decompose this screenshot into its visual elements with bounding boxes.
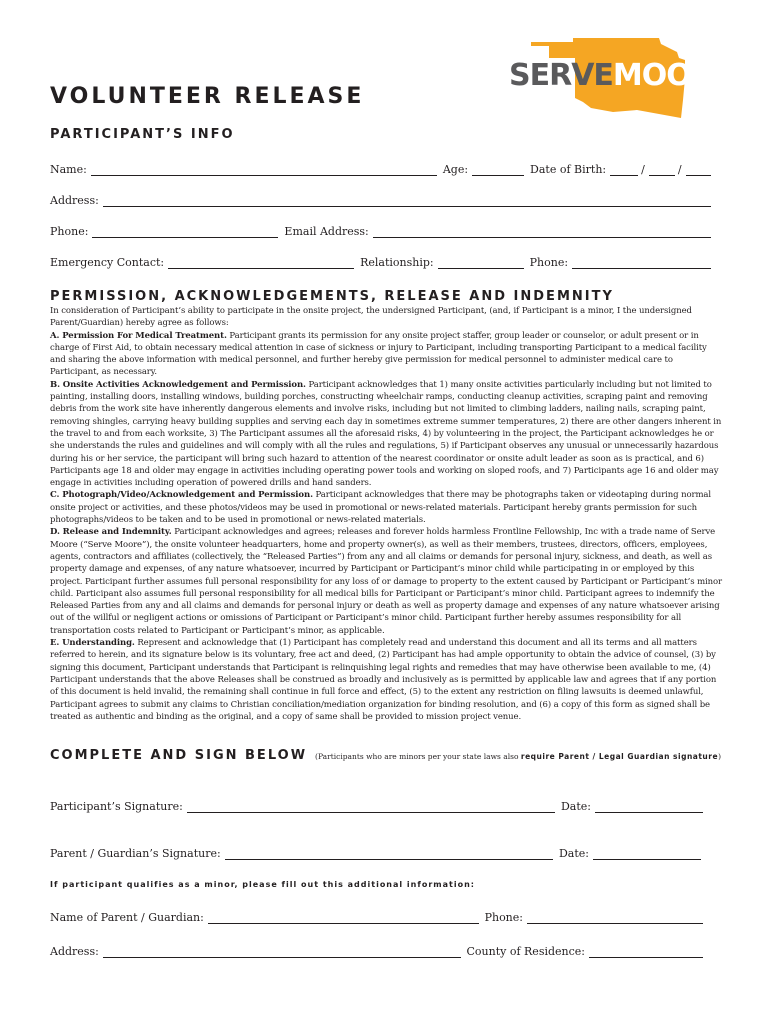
emergency-phone-label: Phone: bbox=[529, 256, 569, 269]
emergency-row bbox=[50, 249, 711, 269]
note-bold: require Parent / Legal Guardian signature bbox=[520, 752, 719, 761]
legal-section-c bbox=[50, 489, 722, 526]
legal-d-body: Participant acknowledges and agrees; releases and forever holds harmless Frontline Fellowship, Inc with a trade name of Serve Moore (“Serve Moore”), the onsite volunteer headquarters, home and property owner(s), as well as their members, trustees, directors, officers, employees, agents, contractors and affiliates (collectively, the “Released Parties”) from any and all claims or demands for personal injury, sickness, and death, as well as property damage and expenses, of any nature whatsoever, incurred by Participant or Participant’s minor child while participating in or employed by this project. Participant further assumes full personal responsibility for any loss of or damage to property to the extent caused by Participant or Participant’s minor child. Participant also assumes full personal responsibility for all medical bills for Participant or Participant’s minor child. Participant agrees to indemnify the Released Parties from any and all claims and demands for personal injury or death as well as property damage and expenses of any nature whatsoever arising out of the willful or negligent actions or omissions of Participant or Participant’s minor child. Participant further hereby assumes responsibility for all transportation costs related to Participant or Participant’s minor, as applicable. bbox=[50, 527, 723, 636]
guardian-signature-field[interactable] bbox=[225, 848, 553, 860]
age-label: Age: bbox=[442, 163, 469, 176]
complete-sign-note bbox=[315, 752, 721, 761]
minor-address-row bbox=[50, 938, 703, 958]
page-title: VOLUNTEER RELEASE bbox=[50, 84, 365, 109]
dob-year-field[interactable] bbox=[686, 164, 711, 176]
minor-address-field[interactable] bbox=[103, 946, 461, 958]
legal-section-d bbox=[50, 526, 722, 637]
legal-c-heading: C. Photograph/Video/Acknowledgement and Permission. bbox=[50, 490, 313, 501]
dob-day-field[interactable] bbox=[649, 164, 675, 176]
date1-label: Date: bbox=[560, 800, 591, 813]
name-field[interactable] bbox=[91, 164, 437, 176]
address-field[interactable] bbox=[103, 195, 711, 207]
date2-field[interactable] bbox=[593, 848, 701, 860]
dob-label: Date of Birth: bbox=[530, 163, 607, 176]
emergency-contact-label: Emergency Contact: bbox=[50, 256, 165, 269]
logo-text bbox=[509, 58, 733, 93]
phone-email-row bbox=[50, 218, 711, 238]
serve-moore-logo bbox=[509, 38, 733, 120]
dob-month-field[interactable] bbox=[610, 164, 638, 176]
participant-info-heading: PARTICIPANT’S INFO bbox=[50, 127, 235, 142]
name-label: Name: bbox=[50, 163, 87, 176]
legal-section-b bbox=[50, 379, 722, 490]
parent-name-row bbox=[50, 904, 703, 924]
date2-label: Date: bbox=[558, 847, 589, 860]
phone-field[interactable] bbox=[92, 226, 278, 238]
name-row bbox=[50, 156, 711, 176]
minor-address-label: Address: bbox=[50, 945, 99, 958]
legal-a-heading: A. Permission For Medical Treatment. bbox=[50, 330, 227, 341]
relationship-field[interactable] bbox=[438, 257, 524, 269]
date1-field[interactable] bbox=[595, 801, 703, 813]
parent-phone-field[interactable] bbox=[527, 912, 703, 924]
legal-d-heading: D. Release and Indemnity. bbox=[50, 527, 172, 538]
dob-sep-2: / bbox=[677, 163, 682, 176]
age-field[interactable] bbox=[472, 164, 524, 176]
note-pre: (Participants who are minors per your state laws also bbox=[315, 752, 521, 761]
relationship-label: Relationship: bbox=[360, 256, 434, 269]
legal-section-e bbox=[50, 637, 722, 723]
parent-name-label: Name of Parent / Guardian: bbox=[50, 911, 204, 924]
county-label: County of Residence: bbox=[466, 945, 585, 958]
note-post: ) bbox=[718, 752, 721, 761]
legal-e-heading: E. Understanding. bbox=[50, 638, 135, 649]
address-row bbox=[50, 187, 711, 207]
legal-a-body: Participant grants its permission for any onsite project staffer, group leader or counselor, or adult present or in charge of First Aid, to obtain necessary medical attention in case of sickness or injury to Participant, including transporting Participant to a medical facility and sharing the above information with medical personnel, and further hereby give permission for medical personnel to administer medical care to Participant, as necessary. bbox=[50, 330, 707, 378]
logo-serve: SERVE bbox=[509, 58, 613, 93]
permission-heading: PERMISSION, ACKNOWLEDGEMENTS, RELEASE AND INDEMNITY bbox=[50, 289, 614, 304]
parent-phone-label: Phone: bbox=[484, 911, 523, 924]
legal-b-body: Participant acknowledges that 1) many onsite activities particularly including but not limited to painting, installing doors, installing windows, building porches, constructing wheelchair ramps, conducting cleanup activities, scraping paint and removing debris from the work site have inherently dangerous elements and involve risks, including but not limited to climbing ladders, nailing nails, scraping paint, removing shingles, carrying heavy building supplies and serving each day in sometimes extreme summer temperatures, 2) there are other dangers inherent in the travel to and from each worksite, 3) The Participant assumes all the aforesaid risks, 4) by volunteering in the project, the Participant acknowledges he or she understands the rules and guidelines and will comply with all the rules and regulations, 5) if Participant observes any unusual or unnecessarily hazardous during his or her service, the participant will bring such hazard to attention of the nearest coordinator or onsite adult leader as soon as is practical, and 6) Participants age 18 and older may engage in activities including operating power tools and working on sloped roofs, and 7) Participants age 16 and older may engage in activities including operation of powered drills and hand sanders. bbox=[50, 379, 722, 489]
legal-text bbox=[50, 305, 722, 723]
phone-label: Phone: bbox=[50, 225, 89, 238]
dob-sep-1: / bbox=[641, 163, 645, 176]
legal-section-a bbox=[50, 330, 722, 379]
legal-intro: In consideration of Participant’s ability to participate in the onsite project, the undersigned Participant, (and, if Participant is a minor, I the undersigned Parent/Guardian) hereby agree as follows: bbox=[50, 306, 692, 329]
participant-signature-label: Participant’s Signature: bbox=[50, 800, 183, 813]
emergency-contact-field[interactable] bbox=[168, 257, 354, 269]
legal-c-body: Participant acknowledges that there may be photographs taken or videotaping during normal onsite project or activities, and these photos/videos may be used in promotional or news-related materials. Participant hereby grants permission for such photographs/videos to be taken and to be used in promotional or news-related materials. bbox=[50, 490, 712, 526]
participant-signature-field[interactable] bbox=[187, 801, 555, 813]
guardian-signature-row bbox=[50, 840, 701, 860]
logo-moore: MOORE bbox=[612, 58, 733, 93]
participant-signature-row bbox=[50, 793, 703, 813]
complete-sign-header bbox=[50, 748, 722, 763]
county-field[interactable] bbox=[589, 946, 703, 958]
address-label: Address: bbox=[50, 194, 99, 207]
emergency-phone-field[interactable] bbox=[572, 257, 711, 269]
parent-name-field[interactable] bbox=[208, 912, 479, 924]
email-field[interactable] bbox=[373, 226, 711, 238]
minor-note: If participant qualifies as a minor, please fill out this additional information: bbox=[50, 880, 475, 889]
legal-e-body: Represent and acknowledge that (1) Participant has completely read and understand this document and all its terms and all matters referred to herein, and its signature below is its voluntary, free act and deed, (2) Participant has had ample opportunity to obtain the advice of counsel, (3) by signing this document, Participant understands that Participant is relinquishing legal rights and remedies that may have otherwise been available to me, (4) Participant understands that the above Releases shall be construed as broadly and inclusively as is permitted by applicable law and agrees that if any portion of this document is held invalid, the remaining shall continue in full force and effect, (5) to the extent any restriction on filing lawsuits is deemed unlawful, Participant agrees to submit any claims to Christian conciliation/mediation organization for binding resolution, and (6) a copy of this form as signed shall be treated as authentic and binding as the original, and a copy of same shall be provided to mission project venue. bbox=[50, 638, 717, 722]
legal-b-heading: B. Onsite Activities Acknowledgement and Permission. bbox=[50, 379, 306, 390]
guardian-signature-label: Parent / Guardian’s Signature: bbox=[50, 847, 221, 860]
email-label: Email Address: bbox=[284, 225, 369, 238]
complete-sign-heading: COMPLETE AND SIGN BELOW bbox=[50, 748, 308, 763]
